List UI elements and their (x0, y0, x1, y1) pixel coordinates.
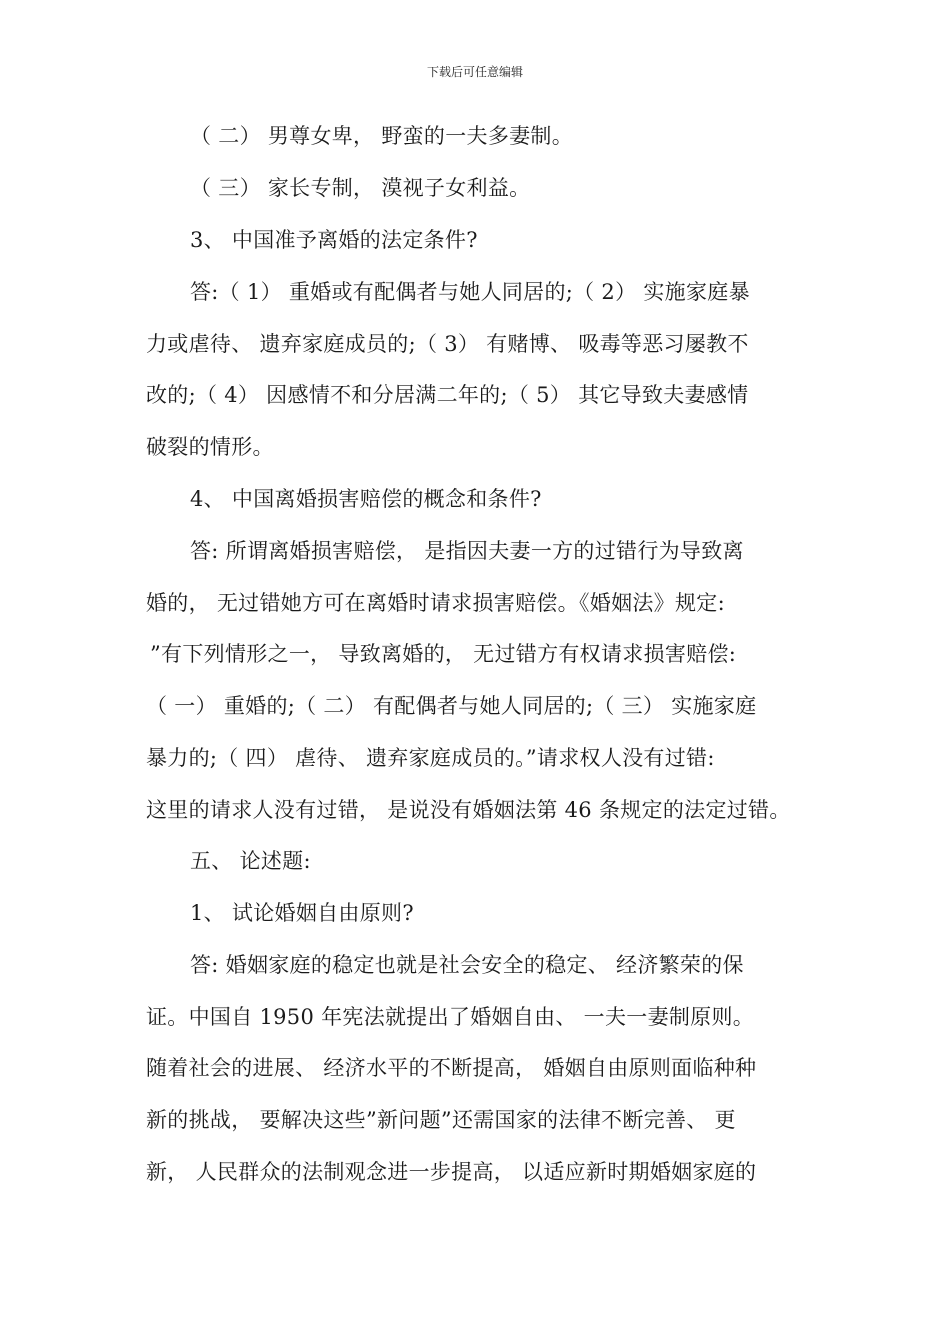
text-line: 五、 论述题: (190, 849, 311, 873)
text-line: 证。中国自 1950 年宪法就提出了婚姻自由、 一夫一妻制原则。 (146, 1005, 755, 1029)
text-line: 1、 试论婚姻自由原则? (190, 901, 414, 925)
page-header: 下载后可任意编辑 (426, 65, 523, 79)
text-line: 答: 婚姻家庭的稳定也就是社会安全的稳定、 经济繁荣的保 (190, 953, 744, 977)
text-line: 破裂的情形。 (146, 435, 274, 459)
text-line: 婚的， 无过错她方可在离婚时请求损害赔偿。《婚姻法》规定: (146, 591, 725, 615)
text-line: （ 一） 重婚的;（ 二） 有配偶者与她人同居的;（ 三） 实施家庭 (146, 694, 757, 718)
text-line: 暴力的;（ 四） 虐待、 遗弃家庭成员的。”请求权人没有过错: (146, 746, 715, 770)
text-line: 答: 所谓离婚损害赔偿， 是指因夫妻一方的过错行为导致离 (190, 539, 744, 563)
text-line: 改的;（ 4） 因感情不和分居满二年的;（ 5） 其它导致夫妻感情 (146, 383, 749, 407)
text-line: 3、 中国准予离婚的法定条件? (190, 228, 478, 252)
text-line: 新的挑战， 要解决这些”新问题”还需国家的法律不断完善、 更 (146, 1108, 736, 1132)
text-line: 力或虐待、 遗弃家庭成员的;（ 3） 有赌博、 吸毒等恶习屡教不 (146, 332, 749, 356)
text-line: 答:（ 1） 重婚或有配偶者与她人同居的;（ 2） 实施家庭暴 (190, 280, 750, 304)
text-line: （ 三） 家长专制， 漠视子女利益。 (190, 176, 531, 200)
text-line: ”有下列情形之一， 导致离婚的， 无过错方有权请求损害赔偿: (150, 642, 737, 666)
text-line: 新， 人民群众的法制观念进一步提高， 以适应新时期婚姻家庭的 (146, 1160, 757, 1184)
text-line: 随着社会的进展、 经济水平的不断提高， 婚姻自由原则面临种种 (146, 1056, 757, 1080)
text-line: （ 二） 男尊女卑， 野蛮的一夫多妻制。 (190, 124, 574, 148)
text-line: 这里的请求人没有过错， 是说没有婚姻法第 46 条规定的法定过错。 (146, 798, 791, 822)
text-line: 4、 中国离婚损害赔偿的概念和条件? (190, 487, 542, 511)
